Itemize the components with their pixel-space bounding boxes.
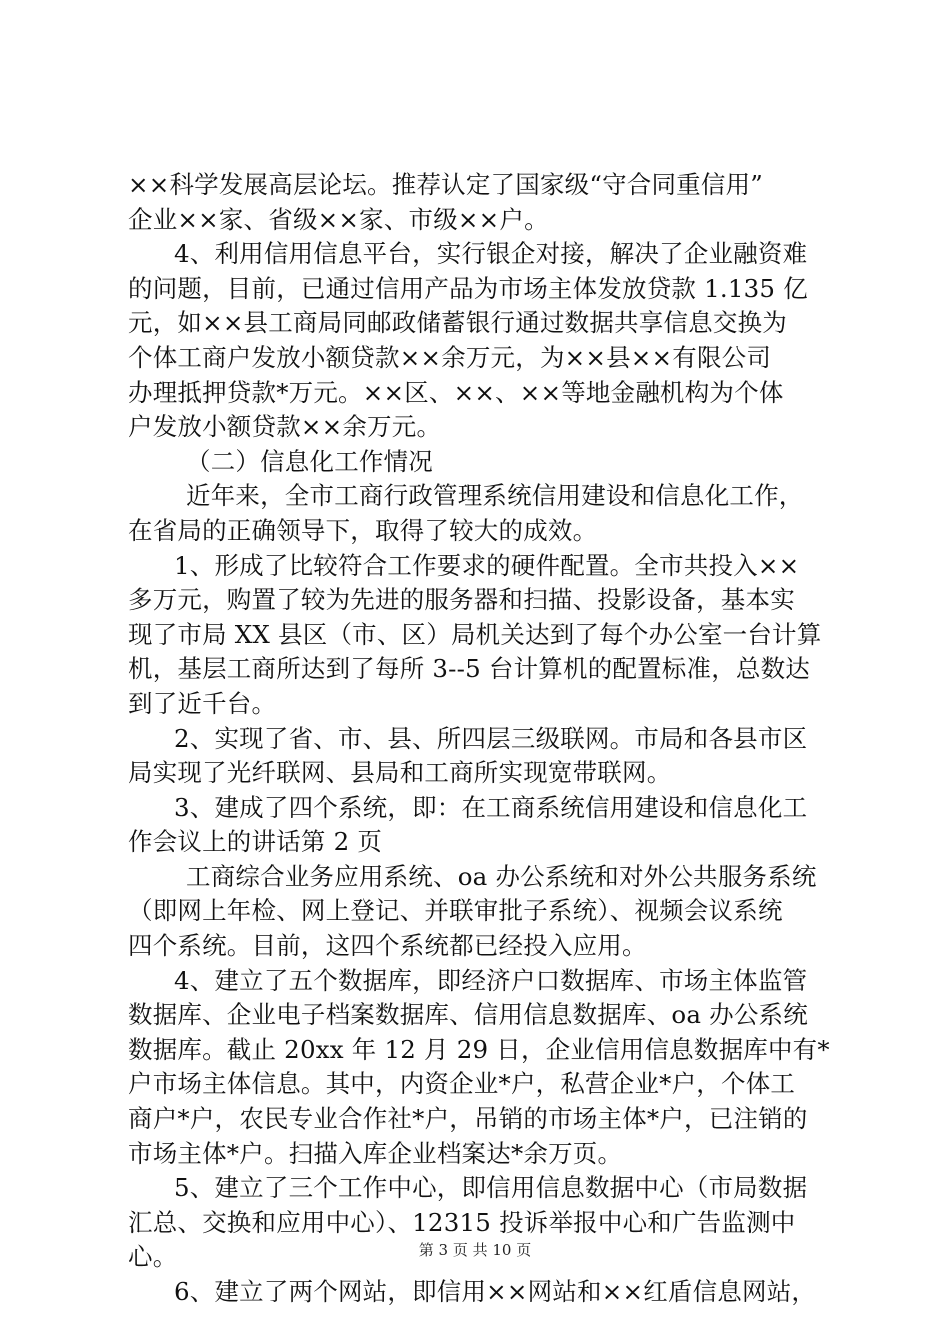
text-line: 现了市局 XX 县区（市、区）局机关达到了每个办公室一台计算 [128,619,822,649]
text-line: 办理抵押贷款*万元。××区、××、××等地金融机构为个体 [128,377,784,407]
text-line: 4、利用信用信息平台，实行银企对接，解决了企业融资难 [174,239,808,269]
text-line: （即网上年检、网上登记、并联审批子系统）、视频会议系统 [128,896,783,926]
text-line: 6、建立了两个网站，即信用××网站和××红盾信息网站， [174,1277,817,1306]
text-line: 心。 [128,1242,178,1272]
text-line: 多万元，购置了较为先进的服务器和扫描、投影设备，基本实 [128,585,795,615]
text-line: 元，如××县工商局同邮政储蓄银行通过数据共享信息交换为 [128,308,787,338]
text-line: 局实现了光纤联网、县局和工商所实现宽带联网。 [128,758,672,788]
text-line: 机，基层工商所达到了每所 3--5 台计算机的配置标准，总数达 [128,654,811,684]
page-footer [0,1240,950,1260]
section-heading: （二）信息化工作情况 [186,446,433,476]
text-line: 4、建立了五个数据库，即经济户口数据库、市场主体监管 [174,965,808,995]
text-line: ××科学发展高层论坛。推荐认定了国家级“守合同重信用” [128,170,764,199]
text-line: 到了近千台。 [128,688,277,718]
text-line: 汇总、交换和应用中心）、12315 投诉举报中心和广告监测中 [128,1207,796,1237]
text-line: 户发放小额贷款××余万元。 [128,412,442,442]
text-line: 市场主体*户。扫描入库企业档案达*余万页。 [128,1138,623,1168]
text-line: 个体工商户发放小额贷款××余万元，为××县××有限公司 [128,342,772,372]
text-line: 工商综合业务应用系统、oa 办公系统和对外公共服务系统 [186,861,817,891]
text-line: 数据库。截止 20xx 年 12 月 29 日，企业信用信息数据库中有* [128,1034,830,1064]
text-line: 户市场主体信息。其中，内资企业*户，私营企业*户，个体工 [128,1069,796,1099]
document-body [128,168,838,1310]
text-line: 商户*户，农民专业合作社*户，吊销的市场主体*户，已注销的 [128,1104,808,1134]
text-line: 3、建成了四个系统，即：在工商系统信用建设和信息化工 [174,792,808,822]
text-line: 作会议上的讲话第 2 页 [128,827,383,857]
text-line: 近年来，全市工商行政管理系统信用建设和信息化工作， [186,481,804,511]
page-number: 第 3 页 共 10 页 [418,1241,532,1259]
text-line: 5、建立了三个工作中心，即信用信息数据中心（市局数据 [174,1173,808,1203]
text-line: 企业××家、省级××家、市级××户。 [128,204,549,234]
text-line: 四个系统。目前，这四个系统都已经投入应用。 [128,931,647,961]
text-line: 在省局的正确领导下，取得了较大的成效。 [128,515,598,545]
text-line: 的问题，目前，已通过信用产品为市场主体发放贷款 1.135 亿 [128,273,808,303]
text-line: 数据库、企业电子档案数据库、信用信息数据库、oa 办公系统 [128,1000,808,1030]
text-line: 2、实现了省、市、县、所四层三级联网。市局和各县市区 [174,723,808,753]
text-line: 1、形成了比较符合工作要求的硬件配置。全市共投入×× [174,550,800,580]
